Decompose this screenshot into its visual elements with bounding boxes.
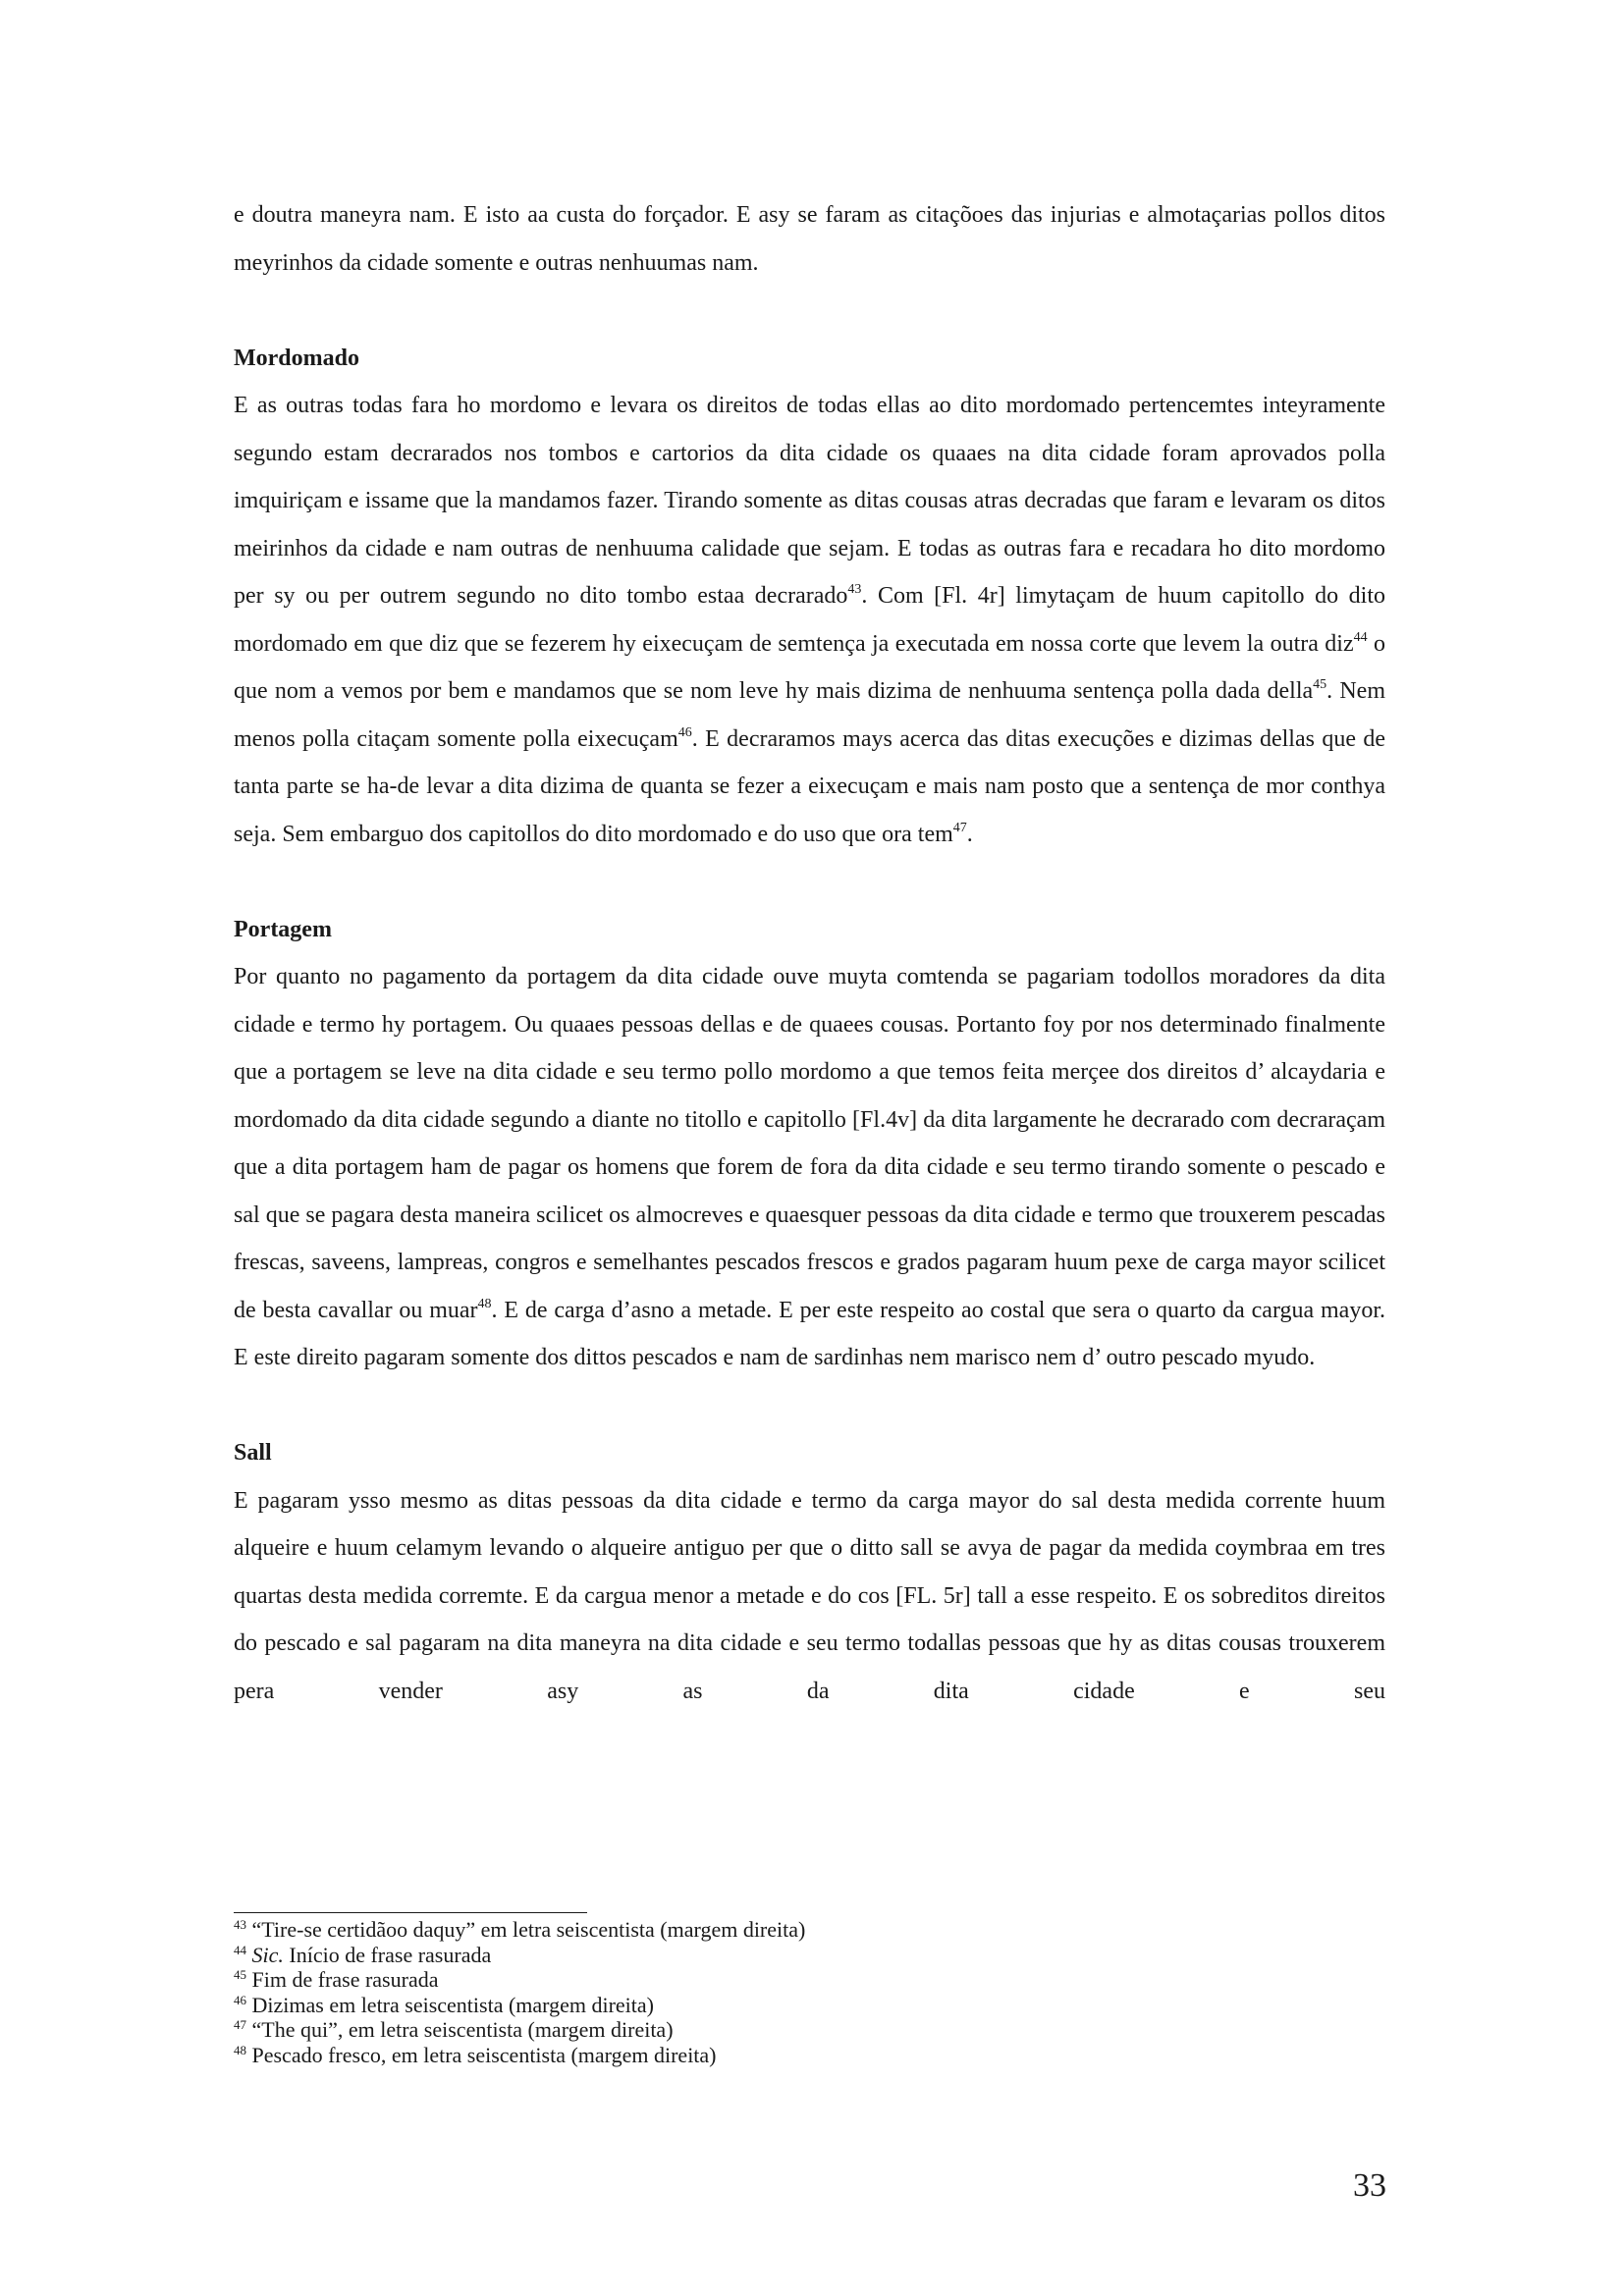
- footnote-ref: 48: [477, 1296, 492, 1311]
- paragraph-sall: E pagaram ysso mesmo as ditas pessoas da dita cidade e termo da carga mayor do sal desta medida corrente huum alqueire e huum celamym levando o alqueire antiguo per que o ditto sall se avya de pagar da medida coymbraa em tres quartas desta medida corremte. E da cargua menor a metade e do cos [FL. 5r] tall a esse respeito. E os sobreditos direitos do pescado e sal pagaram na dita maneyra na dita cidade e seu termo todallas pessoas que hy as ditas cousas trouxerem pera vender asy as da dita cidade e seu: [234, 1487, 1385, 1704]
- footnote-ref: 45: [1313, 677, 1327, 692]
- footnote-43: $^{43}$ “Tire-se certidãoo daquy” em letra seiscentista (margem direita): [234, 1917, 806, 1942]
- page-body: [234, 191, 1385, 1715]
- section-heading-sall: Sall: [234, 1440, 272, 1466]
- section-heading-portagem: Portagem: [234, 916, 332, 942]
- footnote-separator: [234, 1912, 587, 1913]
- paragraph-mordomado: E as outras todas fara ho mordomo e levara os direitos de todas ellas ao dito mordomado pertencemtes inteyramente segundo estam decrarados nos tombos e cartorios da dita cidade os quaaes na dita cidade foram aprovados polla imquiriçam e issame que la mandamos fazer. Tirando somente as ditas cousas atras decradas que faram e levaram os ditos meirinhos da cidade e nam outras de nenhuuma calidade que sejam. E todas as outras fara e recadara ho dito mordomo per sy ou per outrem segundo no dito tombo estaa decrarado$^{43}$. Com [Fl. 4r] limytaçam de huum capitollo do dito mordomado em que diz que se fezerem hy eixecuçam de semtença ja executada em nossa corte que levem la outra diz$^{44}$ o que nom a vemos por bem e mandamos que se nom leve hy mais dizima de nenhuuma sentença polla dada della$^{45}$. Nem menos polla citaçam somente polla eixecuçam$^{46}$. E decraramos mays acerca das ditas execuções e dizimas dellas que de tanta parte se ha-de levar a dita dizima de quanta se fezer a eixecuçam e mais nam posto que a sentença de mor conthya seja. Sem embarguo dos capitollos do dito mordomado e do uso que ora tem$^{47}$.: [234, 393, 1386, 847]
- section-heading-mordomado: Mordomado: [234, 345, 359, 371]
- page-number: 33: [1353, 2167, 1386, 2204]
- paragraph-portagem: Por quanto no pagamento da portagem da dita cidade ouve muyta comtenda se pagariam todollos moradores da dita cidade e termo hy portagem. Ou quaaes pessoas dellas e de quaees cousas. Portanto foy por nos determinado finalmente que a portagem se leve na dita cidade e seu termo pollo mordomo a que temos feita merçee dos direitos d’ alcaydaria e mordomado da dita cidade segundo a diante no titollo e capitollo [Fl.4v] da dita largamente he decrarado com decraraçam que a dita portagem ham de pagar os homens que forem de fora da dita cidade e seu termo tirando somente o pescado e sal que se pagara desta maneira scilicet os almocreves e quaesquer pessoas da dita cidade e termo que trouxerem pescadas frescas, saveens, lampreas, congros e semelhantes pescados frescos e grados pagaram huum pexe de carga mayor scilicet de besta cavallar ou muar$^{48}$. E de carga d’asno a metade. E per este respeito ao costal que sera o quarto da cargua mayor. E este direito pagaram somente dos dittos pescados e nam de sardinhas nem marisco nem d’ outro pescado myudo.: [234, 964, 1385, 1370]
- footnote-48: $^{48}$ Pescado fresco, em letra seiscentista (margem direita): [234, 2042, 717, 2067]
- footnote-ref: 43: [847, 582, 862, 597]
- footnote-ref: 47: [952, 820, 967, 835]
- footnotes: [234, 1917, 1385, 2067]
- footnote-46: $^{46}$ Dizimas em letra seiscentista (margem direita): [234, 1992, 654, 2017]
- footnote-44: $^{44}$ Sic. Início de frase rasurada: [234, 1942, 492, 1967]
- footnote-ref: 46: [677, 724, 692, 740]
- footnote-47: $^{47}$ “The qui”, em letra seiscentista (margem direita): [234, 2017, 674, 2042]
- footnote-45: $^{45}$ Fim de frase rasurada: [234, 1967, 439, 1992]
- paragraph-intro: e doutra maneyra nam. E isto aa custa do forçador. E asy se faram as citaçõoes das injurias e almotaçarias pollos ditos meyrinhos da cidade somente e outras nenhuumas nam.: [234, 202, 1385, 276]
- footnote-ref: 44: [1353, 629, 1368, 645]
